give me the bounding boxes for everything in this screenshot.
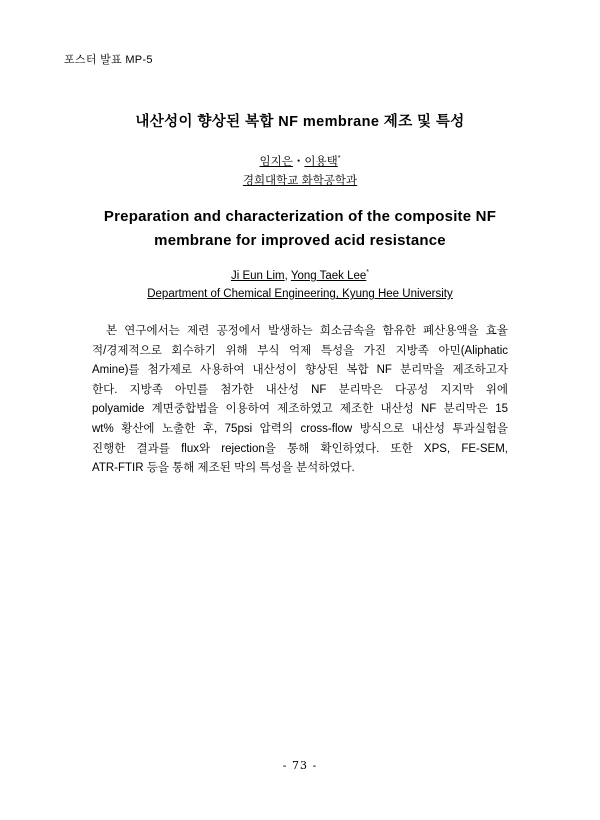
english-authors [0,270,600,282]
abstract-line: 본 연구에서는 제련 공정에서 발생하는 희소금속을 함유한 폐산용액을 효율 [106,325,508,337]
abstract-line: wt% 황산에 노출한 후, 75psi 압력의 cross-flow 방식으로 내산성 투과실험을 [92,422,508,435]
english-title-line-2: membrane for improved acid resistance [154,232,446,249]
korean-authors [0,153,600,169]
abstract-body [92,322,508,479]
abstract-line: 한다. 지방족 아민를 첨가한 내산성 NF 분리막은 다공성 지지막 위에 [92,383,508,396]
session-label: 포스터 발표 MP-5 [64,54,153,66]
english-author-separator: , [284,270,291,282]
english-affiliation [0,288,600,300]
korean-author-2: 이용택 [304,156,338,168]
english-author-1: Ji Eun Lim [230,270,285,282]
korean-title: 내산성이 향상된 복합 NF membrane 제조 및 특성 [135,114,465,130]
english-author-2: Yong Taek Lee [290,270,367,282]
english-affiliation-text: Department of Chemical Engineering, Kyung Hee University [147,288,453,300]
abstract-line: ATR-FTIR 등을 통해 제조된 막의 특성을 분석하였다. [92,462,355,475]
english-corresponding-mark: * [366,269,370,276]
english-title-line-1: Preparation and characterization of the composite NF [103,208,497,225]
korean-affiliation-text: 경희대학교 화학공학과 [242,175,358,187]
author-separator: ・ [292,156,305,168]
abstract-line: Amine)를 첨가제로 사용하여 내산성이 향상된 복합 NF 분리막을 제조하고자 [92,364,508,377]
abstract-line: polyamide 계면중합법을 이용하여 제조하였고 제조한 내산성 NF 분리막은 15 [92,403,508,416]
korean-author-1: 임지은 [259,156,293,168]
english-title [0,205,600,253]
abstract-line: 진행한 결과를 flux와 rejection을 통해 확인하였다. 또한 XPS, FE-SEM, [92,442,508,455]
korean-affiliation [0,172,600,188]
page-number: - 73 - [282,759,318,772]
abstract-line: 적/경제적으로 회수하기 위해 부식 억제 특성을 가진 지방족 아민(Aliphatic [92,344,508,357]
corresponding-mark: * [337,155,341,162]
